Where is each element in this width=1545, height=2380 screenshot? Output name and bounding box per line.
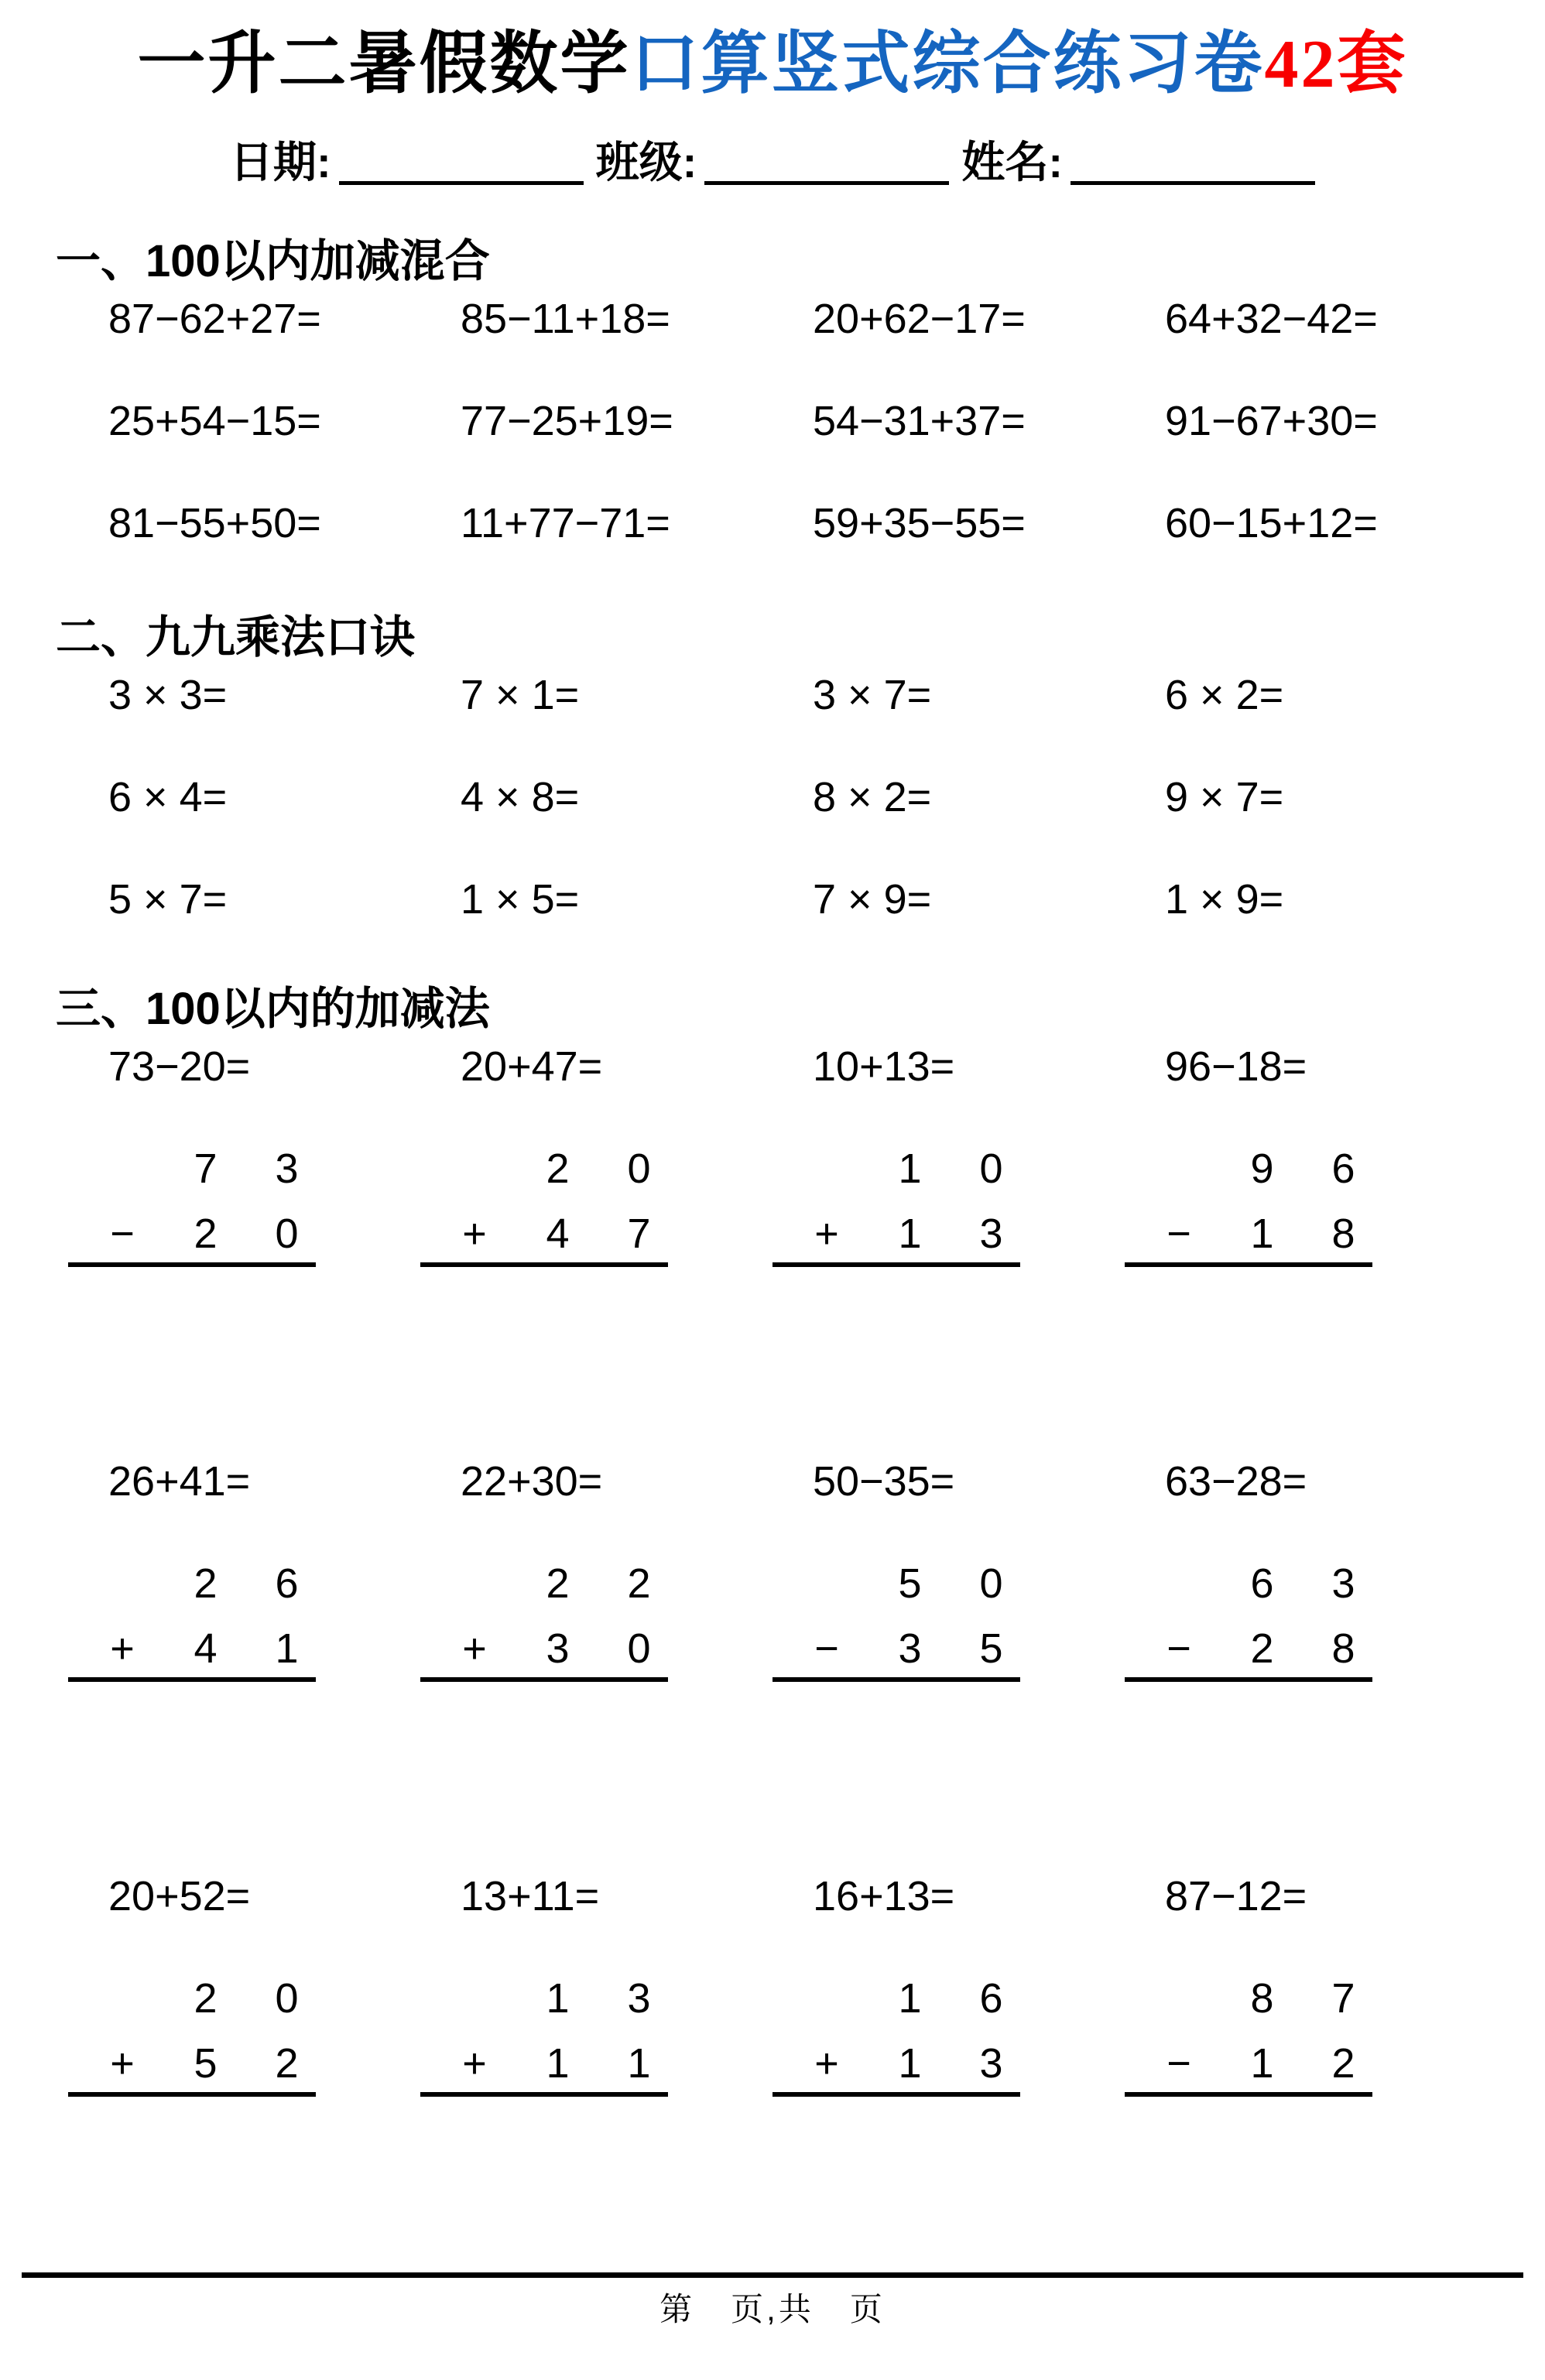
digit: 0: [275, 1975, 299, 2022]
digit: 1: [1250, 2040, 1274, 2087]
sum-line: [772, 2092, 1020, 2097]
digit: 0: [627, 1145, 651, 1192]
vertical-problem: [1165, 1458, 1517, 1682]
sum-line: [1125, 2092, 1372, 2097]
digit: 7: [1331, 1975, 1355, 2022]
section-multiplication-table: [0, 612, 1545, 923]
vertical-equation: 26+41=: [108, 1458, 251, 1505]
operator: +: [462, 1211, 487, 1257]
bottom-operand-row: [1125, 1625, 1384, 1672]
equation-row: [0, 674, 1545, 716]
digit: 2: [194, 1975, 218, 2022]
section-heading: 三、100以内的加减法: [56, 984, 490, 1034]
column-form: [420, 1145, 680, 1267]
equation: 20+62−17=: [813, 296, 1026, 342]
operator: +: [110, 2040, 135, 2087]
equation: 85−11+18=: [461, 296, 670, 342]
vertical-equation: 50−35=: [813, 1458, 955, 1505]
digit: 2: [194, 1560, 218, 1607]
vertical-equation: 96−18=: [1165, 1043, 1307, 1090]
column-form: [1125, 1145, 1384, 1267]
equation: 3 × 7=: [813, 672, 932, 718]
digit: 8: [1331, 1211, 1355, 1257]
digit: 8: [1331, 1625, 1355, 1672]
section-mixed-addsub: [0, 236, 1545, 546]
operator: +: [462, 1625, 487, 1672]
digit: 1: [546, 2040, 570, 2087]
top-operand-row: [772, 1145, 1032, 1192]
digit: 1: [898, 1211, 922, 1257]
sum-line: [772, 1262, 1020, 1267]
vertical-equation: 10+13=: [813, 1043, 955, 1090]
equation-row: [0, 502, 1545, 544]
operator: −: [1166, 1211, 1191, 1257]
vertical-problem: [461, 1043, 813, 1267]
digit: 6: [1331, 1145, 1355, 1192]
operator: −: [1166, 1625, 1191, 1672]
footer-rule: [22, 2272, 1523, 2278]
equation: 1 × 5=: [461, 876, 580, 923]
digit: 3: [546, 1625, 570, 1672]
vertical-problem: [108, 1458, 461, 1682]
equation: 11+77−71=: [461, 500, 670, 546]
equation: 64+32−42=: [1165, 296, 1378, 342]
vertical-problem: [461, 1875, 813, 2097]
top-operand-row: [420, 1145, 680, 1192]
vertical-problem: [108, 1875, 461, 2097]
vertical-problem: [813, 1043, 1165, 1267]
sum-line: [420, 1677, 668, 1682]
equation-row: [0, 876, 1545, 923]
bottom-operand-row: [420, 2040, 680, 2087]
sum-line: [420, 1262, 668, 1267]
sum-line: [68, 1262, 316, 1267]
digit: 3: [275, 1145, 299, 1192]
top-operand-row: [68, 1975, 327, 2022]
bottom-operand-row: [1125, 1213, 1384, 1255]
column-form: [772, 1975, 1032, 2097]
column-form: [420, 1975, 680, 2097]
sum-line: [1125, 1677, 1372, 1682]
class-blank: [704, 181, 949, 185]
column-form: [1125, 1975, 1384, 2097]
operator: +: [110, 1625, 135, 1672]
digit: 2: [1250, 1625, 1274, 1672]
column-form: [68, 1145, 327, 1267]
digit: 4: [546, 1211, 570, 1257]
digit: 2: [546, 1145, 570, 1192]
page-title: [0, 0, 1545, 102]
vertical-equation: 87−12=: [1165, 1873, 1307, 1919]
vertical-equation: 22+30=: [461, 1458, 603, 1505]
sum-line: [68, 2092, 316, 2097]
page-footer: [22, 2272, 1523, 2330]
digit: 1: [275, 1625, 299, 1672]
equation: 5 × 7=: [108, 876, 228, 923]
digit: 8: [1250, 1975, 1274, 2022]
vertical-problems-group: [0, 1875, 1545, 2097]
bottom-operand-row: [68, 1213, 327, 1255]
top-operand-row: [68, 1560, 327, 1607]
sum-line: [772, 1677, 1020, 1682]
digit: 1: [627, 2040, 651, 2087]
top-operand-row: [772, 1560, 1032, 1607]
equation-row: [0, 298, 1545, 340]
digit: 2: [546, 1560, 570, 1607]
equation: 1 × 9=: [1165, 876, 1284, 923]
column-form: [772, 1145, 1032, 1267]
equation: 6 × 2=: [1165, 672, 1284, 718]
top-operand-row: [1125, 1145, 1384, 1192]
operator: +: [462, 2040, 487, 2087]
sum-line: [68, 1677, 316, 1682]
top-operand-row: [1125, 1560, 1384, 1607]
equation: 7 × 1=: [461, 672, 580, 718]
equation: 81−55+50=: [108, 500, 321, 546]
bottom-operand-row: [1125, 2040, 1384, 2087]
digit: 9: [1250, 1145, 1274, 1192]
equation: 9 × 7=: [1165, 774, 1284, 820]
digit: 1: [898, 1975, 922, 2022]
bottom-operand-row: [772, 1625, 1032, 1672]
vertical-problems-group: [0, 1043, 1545, 1267]
title-part-count: 42套: [1264, 27, 1408, 102]
digit: 0: [979, 1560, 1003, 1607]
date-blank: [339, 181, 584, 185]
digit: 3: [979, 1211, 1003, 1257]
digit: 3: [627, 1975, 651, 2022]
top-operand-row: [420, 1975, 680, 2022]
vertical-equation: 73−20=: [108, 1043, 251, 1090]
digit: 6: [979, 1975, 1003, 2022]
digit: 2: [627, 1560, 651, 1607]
top-operand-row: [1125, 1975, 1384, 2022]
equation: 8 × 2=: [813, 774, 932, 820]
vertical-problem: [1165, 1875, 1517, 2097]
bottom-operand-row: [68, 1625, 327, 1672]
operator: −: [814, 1625, 839, 1672]
operator: +: [814, 2040, 839, 2087]
bottom-operand-row: [772, 2040, 1032, 2087]
vertical-equation: 63−28=: [1165, 1458, 1307, 1505]
digit: 2: [275, 2040, 299, 2087]
date-label: 日期:: [230, 138, 331, 187]
vertical-equation: 20+52=: [108, 1873, 251, 1919]
equation: 60−15+12=: [1165, 500, 1378, 546]
equation: 54−31+37=: [813, 398, 1026, 444]
name-label: 姓名:: [961, 138, 1063, 187]
bottom-operand-row: [68, 2040, 327, 2087]
class-label: 班级:: [595, 138, 697, 187]
operator: −: [110, 1211, 135, 1257]
bottom-operand-row: [420, 1625, 680, 1672]
digit: 4: [194, 1625, 218, 1672]
digit: 0: [627, 1625, 651, 1672]
bottom-operand-row: [772, 1213, 1032, 1255]
vertical-equation: 16+13=: [813, 1873, 955, 1919]
digit: 0: [275, 1211, 299, 1257]
equation: 77−25+19=: [461, 398, 673, 444]
column-form: [772, 1560, 1032, 1682]
column-form: [68, 1975, 327, 2097]
section-heading: 二、九九乘法口诀: [56, 612, 416, 663]
section-addsub-within-100: [0, 984, 1545, 2097]
digit: 5: [979, 1625, 1003, 1672]
equation: 91−67+30=: [1165, 398, 1378, 444]
equation: 3 × 3=: [108, 672, 228, 718]
footer-pagination: 第 页,共 页: [659, 2291, 886, 2327]
sum-line: [420, 2092, 668, 2097]
title-part-grade: 一升二暑假数学: [137, 27, 631, 102]
vertical-problem: [461, 1458, 813, 1682]
digit: 1: [898, 1145, 922, 1192]
digit: 6: [275, 1560, 299, 1607]
equation-row: [0, 400, 1545, 442]
digit: 1: [546, 1975, 570, 2022]
digit: 1: [898, 2040, 922, 2087]
vertical-problem: [813, 1875, 1165, 2097]
column-form: [1125, 1560, 1384, 1682]
digit: 0: [979, 1145, 1003, 1192]
top-operand-row: [68, 1145, 327, 1192]
sum-line: [1125, 1262, 1372, 1267]
digit: 5: [898, 1560, 922, 1607]
top-operand-row: [772, 1975, 1032, 2022]
digit: 1: [1250, 1211, 1274, 1257]
digit: 2: [1331, 2040, 1355, 2087]
equation: 87−62+27=: [108, 296, 321, 342]
equation: 25+54−15=: [108, 398, 321, 444]
info-line: [0, 138, 1545, 187]
title-part-topic: 口算竖式综合练习卷: [630, 27, 1265, 102]
digit: 6: [1250, 1560, 1274, 1607]
column-form: [420, 1560, 680, 1682]
digit: 2: [194, 1211, 218, 1257]
vertical-problem: [813, 1458, 1165, 1682]
digit: 3: [1331, 1560, 1355, 1607]
section-heading: 一、100以内加减混合: [56, 236, 490, 286]
equation-row: [0, 776, 1545, 818]
digit: 7: [194, 1145, 218, 1192]
equation: 59+35−55=: [813, 500, 1026, 546]
equation: 6 × 4=: [108, 774, 228, 820]
digit: 3: [979, 2040, 1003, 2087]
digit: 7: [627, 1211, 651, 1257]
top-operand-row: [420, 1560, 680, 1607]
digit: 5: [194, 2040, 218, 2087]
vertical-problems-group: [0, 1458, 1545, 1682]
digit: 3: [898, 1625, 922, 1672]
equation: 4 × 8=: [461, 774, 580, 820]
vertical-problem: [1165, 1043, 1517, 1267]
vertical-equation: 20+47=: [461, 1043, 603, 1090]
equation: 7 × 9=: [813, 876, 932, 923]
operator: −: [1166, 2040, 1191, 2087]
bottom-operand-row: [420, 1213, 680, 1255]
vertical-equation: 13+11=: [461, 1873, 600, 1919]
operator: +: [814, 1211, 839, 1257]
name-blank: [1071, 181, 1315, 185]
column-form: [68, 1560, 327, 1682]
vertical-problem: [108, 1043, 461, 1267]
